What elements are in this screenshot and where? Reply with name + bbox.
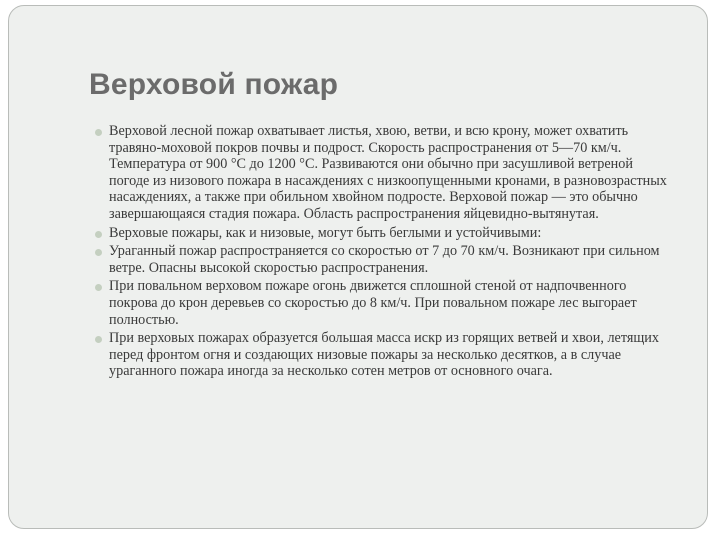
bullet-item bbox=[109, 330, 669, 380]
bullet-item bbox=[109, 123, 669, 223]
bullet-text: Ураганный пожар распространяется со скоростью от 7 до 70 км/ч. Возникают при сильном ветре. Опасны высокой скоростью распространения. bbox=[109, 243, 660, 276]
slide-frame bbox=[8, 5, 708, 529]
bullet-dot-icon bbox=[95, 336, 102, 343]
bullet-text: Верховой лесной пожар охватывает листья, хвою, ветви, и всю крону, может охватить травяно-моховой покров почвы и подрост. Скорость распространения от 5—70 км/ч. Температура от 900 °C до 1200 °C. Развиваются они обычно при засушливой ветреной погоде из низового пожара в насаждениях с низкоопущенными кронами, в разновозрастных насаждениях, а также при обильном хвойном подросте. Верховой пожар — это обычно завершающаяся стадия пожара. Область распространения яйцевидно-вытянутая. bbox=[109, 123, 667, 222]
bullet-item bbox=[109, 225, 669, 242]
bullet-text: Верховые пожары, как и низовые, могут быть беглыми и устойчивыми: bbox=[109, 224, 542, 241]
bullet-text: При верховых пожарах образуется большая масса искр из горящих ветвей и хвои, летящих перед фронтом огня и создающих низовые пожары за несколько десятков, а в случае ураганного пожара иногда за несколько сотен метров от основного очага. bbox=[109, 330, 659, 380]
bullet-item bbox=[109, 278, 669, 328]
bullet-dot-icon bbox=[95, 249, 102, 256]
bullet-list bbox=[109, 123, 669, 382]
bullet-dot-icon bbox=[95, 284, 102, 291]
bullet-item bbox=[109, 243, 669, 276]
slide-title: Верховой пожар bbox=[89, 68, 339, 101]
bullet-dot-icon bbox=[95, 231, 102, 238]
bullet-dot-icon bbox=[95, 129, 102, 136]
bullet-text: При повальном верховом пожаре огонь движется сплошной стеной от надпочвенного покрова до крон деревьев со скоростью до 8 км/ч. При повальном пожаре лес выгорает полностью. bbox=[109, 278, 637, 328]
